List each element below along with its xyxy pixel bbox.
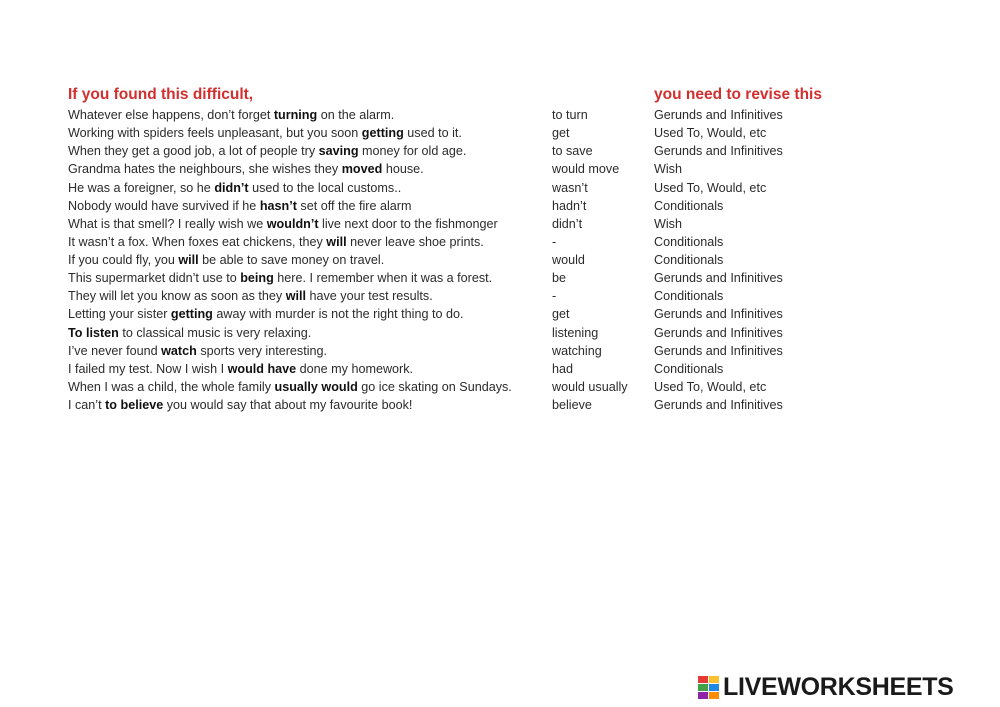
topic-text: Used To, Would, etc xyxy=(654,126,767,141)
topic-text: Gerunds and Infinitives xyxy=(654,343,783,358)
exercise-table xyxy=(68,106,868,414)
logo-block xyxy=(698,676,708,683)
sentence-text xyxy=(68,251,384,269)
error-highlight: being xyxy=(240,271,274,286)
table-row xyxy=(68,378,868,396)
answer-text: to turn xyxy=(552,108,588,122)
topic-text: Gerunds and Infinitives xyxy=(654,144,783,159)
error-highlight: getting xyxy=(361,126,404,141)
sentence-pre: What is that smell? I really wish we xyxy=(68,216,267,231)
sentence-post: money for old age. xyxy=(358,144,467,159)
header-left-text: If you found this difficult, xyxy=(68,86,254,103)
logo-blocks-icon xyxy=(698,676,719,699)
sentence-post: used to it. xyxy=(403,126,462,141)
error-highlight: usually would xyxy=(274,379,358,394)
table-row xyxy=(68,160,868,178)
sentence-pre: I’ve never found xyxy=(68,343,162,358)
answer-text: get xyxy=(552,126,570,141)
answer-text: - xyxy=(552,234,557,249)
sentence-pre: When they get a good job, a lot of people try xyxy=(68,144,319,159)
table-row xyxy=(68,106,868,124)
header-right-text: you need to revise this xyxy=(654,86,822,103)
answer-text: watching xyxy=(552,343,602,358)
sentence-text xyxy=(68,305,464,323)
sentence-pre: When I was a child, the whole family xyxy=(68,379,275,394)
answer-text: would move xyxy=(552,162,620,177)
table-row xyxy=(68,233,868,251)
sentence-post: house. xyxy=(382,162,424,177)
answer-text: would xyxy=(552,253,585,267)
error-highlight: wouldn’t xyxy=(266,216,319,231)
sentence-pre: I failed my test. Now I wish I xyxy=(68,361,228,376)
sentence-post: used to the local customs.. xyxy=(248,180,402,195)
error-highlight: would have xyxy=(227,361,297,376)
error-highlight: getting xyxy=(170,307,213,322)
sentence-pre: Whatever else happens, don’t forget xyxy=(68,108,274,122)
answer-text: listening xyxy=(552,325,599,340)
table-row xyxy=(68,215,868,233)
answer-text: would usually xyxy=(552,379,628,394)
logo-block xyxy=(709,692,719,699)
sentence-post: to classical music is very relaxing. xyxy=(118,325,312,340)
error-highlight: saving xyxy=(318,144,359,159)
error-highlight: turning xyxy=(273,108,318,122)
topic-text: Gerunds and Infinitives xyxy=(654,108,783,122)
answer-text: had xyxy=(552,361,574,376)
answer-text: believe xyxy=(552,398,592,412)
sentence-text xyxy=(68,396,412,414)
error-highlight: moved xyxy=(341,162,383,177)
sentence-pre: Letting your sister xyxy=(68,307,171,322)
sentence-pre: Nobody would have survived if he xyxy=(68,198,260,213)
sentence-post: set off the fire alarm xyxy=(296,198,412,213)
sentence-post: be able to save money on travel. xyxy=(198,253,385,267)
sentence-post: live next door to the fishmonger xyxy=(318,216,498,231)
answer-text: to save xyxy=(552,144,593,159)
answer-text: hadn’t xyxy=(552,198,587,213)
table-row xyxy=(68,324,868,342)
sentence-text xyxy=(68,287,433,305)
sentence-pre: If you could fly, you xyxy=(68,253,179,267)
table-row xyxy=(68,269,868,287)
answer-text: be xyxy=(552,271,567,286)
sentence-text xyxy=(68,269,492,287)
error-highlight: to believe xyxy=(105,398,164,412)
topic-text: Gerunds and Infinitives xyxy=(654,325,783,340)
sentence-post: go ice skating on Sundays. xyxy=(357,379,512,394)
sentence-text xyxy=(68,378,512,396)
table-row xyxy=(68,396,868,414)
topic-text: Conditionals xyxy=(654,253,724,267)
sentence-text xyxy=(68,106,394,124)
topic-text: Wish xyxy=(654,162,682,177)
answer-text: wasn’t xyxy=(552,180,588,195)
sentence-post: away with murder is not the right thing to do. xyxy=(212,307,464,322)
topic-text: Gerunds and Infinitives xyxy=(654,398,783,412)
error-highlight: will xyxy=(285,289,306,304)
sentence-post: done my homework. xyxy=(296,361,414,376)
topic-text: Gerunds and Infinitives xyxy=(654,307,783,322)
logo-block xyxy=(698,692,708,699)
table-row xyxy=(68,124,868,142)
error-highlight: will xyxy=(178,253,199,267)
sentence-pre: It wasn’t a fox. When foxes eat chickens, they xyxy=(68,234,327,249)
answer-text: - xyxy=(552,289,557,304)
table-row xyxy=(68,342,868,360)
answer-text: didn’t xyxy=(552,216,583,231)
topic-text: Used To, Would, etc xyxy=(654,379,767,394)
topic-text: Gerunds and Infinitives xyxy=(654,271,783,286)
sentence-text xyxy=(68,233,484,251)
table-row xyxy=(68,305,868,323)
sentence-post: on the alarm. xyxy=(317,108,395,122)
logo-block xyxy=(709,676,719,683)
sentence-post: have your test results. xyxy=(306,289,433,304)
sentence-text xyxy=(68,360,413,378)
sentence-post: you would say that about my favourite book! xyxy=(163,398,413,412)
topic-text: Conditionals xyxy=(654,361,724,376)
error-highlight: will xyxy=(326,234,347,249)
sentence-text xyxy=(68,215,498,233)
sentence-pre: Working with spiders feels unpleasant, but you soon xyxy=(68,126,362,141)
error-highlight: watch xyxy=(161,343,197,358)
table-row xyxy=(68,197,868,215)
sentence-pre: He was a foreigner, so he xyxy=(68,180,215,195)
error-highlight: hasn’t xyxy=(259,198,297,213)
topic-text: Conditionals xyxy=(654,198,724,213)
sentence-text xyxy=(68,324,311,342)
sentence-text xyxy=(68,124,462,142)
logo-block xyxy=(698,684,708,691)
table-row xyxy=(68,251,868,269)
topic-text: Used To, Would, etc xyxy=(654,180,767,195)
sentence-text xyxy=(68,197,411,215)
sentence-post: here. I remember when it was a forest. xyxy=(273,271,493,286)
topic-text: Conditionals xyxy=(654,234,724,249)
sentence-post: never leave shoe prints. xyxy=(346,234,484,249)
table-row xyxy=(68,142,868,160)
table-row xyxy=(68,179,868,197)
topic-text: Conditionals xyxy=(654,289,724,304)
topic-text: Wish xyxy=(654,216,682,231)
sentence-pre: This supermarket didn’t use to xyxy=(68,271,241,286)
error-highlight: To listen xyxy=(68,325,119,340)
sentence-post: sports very interesting. xyxy=(196,343,328,358)
answer-text: get xyxy=(552,307,570,322)
table-row xyxy=(68,360,868,378)
liveworksheets-logo xyxy=(698,672,954,702)
logo-text: LIVEWORKSHEETS xyxy=(723,672,954,701)
logo-block xyxy=(709,684,719,691)
sentence-pre: They will let you know as soon as they xyxy=(68,289,286,304)
sentence-pre: Grandma hates the neighbours, she wishes they xyxy=(68,162,342,177)
error-highlight: didn’t xyxy=(214,180,249,195)
sentence-pre: I can’t xyxy=(68,398,106,412)
sentence-text xyxy=(68,160,424,178)
sentence-text xyxy=(68,179,401,197)
sentence-text xyxy=(68,342,327,360)
table-row xyxy=(68,287,868,305)
sentence-text xyxy=(68,142,466,160)
